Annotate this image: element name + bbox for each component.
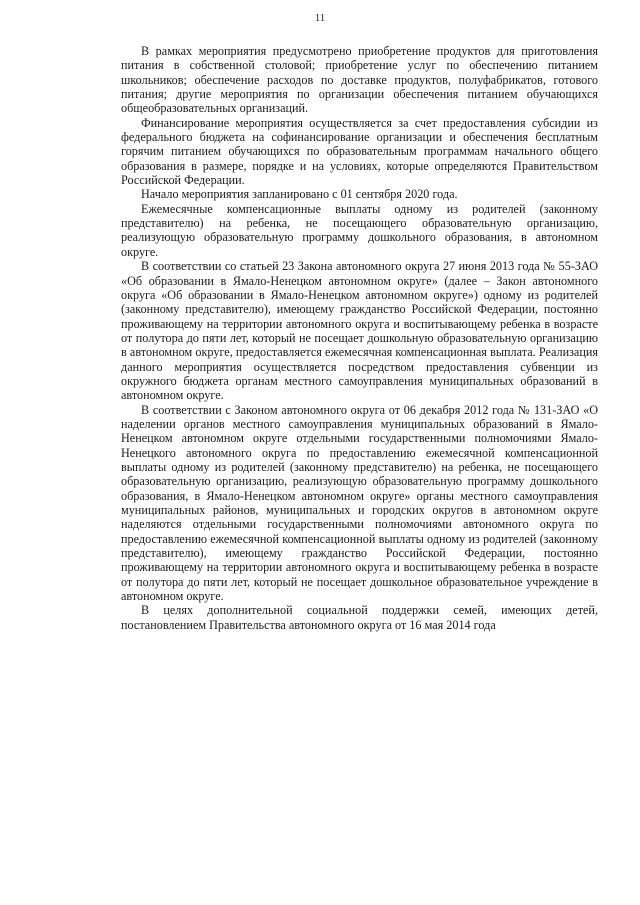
page-number: 11 (314, 12, 326, 24)
paragraph-5: В соответствии со статьей 23 Закона автономного округа 27 июня 2013 года № 55-ЗАО «Об образовании в Ямало-Ненецком автономном округе» (далее – Закон автономного округа «Об образовании в Ямало-Ненецком автономном округе») одному из родителей (законному представителю), имеющему гражданство Российской Федерации, постоянно проживающему на территории автономного округа и воспитывающему ребенка в возрасте от полутора до пяти лет, который не посещает дошкольную образовательную организацию в автономном округе, предоставляется ежемесячная компенсационная выплата. Реализация данного мероприятия осуществляется посредством предоставления субвенции из окружного бюджета органам местного самоуправления муниципальных образований в автономном округе. (121, 259, 598, 403)
paragraph-2: Финансирование мероприятия осуществляется за счет предоставления субсидии из федерального бюджета на софинансирование организации и обеспечения бесплатным горячим питанием обучающихся по образовательным программам начального общего образования в размере, порядке и на условиях, которые определяются Правительством Российской Федерации. (121, 115, 598, 188)
paragraph-1: В рамках мероприятия предусмотрено приобретение продуктов для приготовления питания в собственной столовой; приобретение услуг по обеспечению питанием школьников; обеспечение расходов по доставке продуктов, полуфабрикатов, готового питания; другие мероприятия по организации обеспечения питанием обучающихся общеобразовательных организаций. (121, 44, 598, 116)
paragraph-7: В целях дополнительной социальной поддержки семей, имеющих детей, постановлением Правительства автономного округа от 16 мая 2014 года (121, 603, 598, 632)
body-text (121, 44, 598, 632)
paragraph-3: Начало мероприятия запланировано с 01 сентября 2020 года. (141, 187, 458, 202)
paragraph-6: В соответствии с Законом автономного округа от 06 декабря 2012 года № 131-ЗАО «О наделении органов местного самоуправления муниципальных образований в Ямало-Ненецком автономном округе отдельными государственными полномочиями Ямало-Ненецкого автономного округа по предоставлению ежемесячной компенсационной выплаты одному из родителей (законному представителю) на ребенка, не посещающего образовательную организацию, реализующую образовательную программу дошкольного образования, в Ямало-Ненецком автономном округе» органы местного самоуправления муниципальных районов, муниципальных и городских округов в автономном округе наделяются отдельными государственными полномочиями автономного округа по предоставлению ежемесячной компенсационной выплаты одному из родителей (законному представителю), имеющему гражданство Российской Федерации, постоянно проживающему на территории автономного округа и воспитывающему ребенка в возрасте от полутора до пяти лет, который не посещает дошкольное образовательное учреждение в автономном округе. (121, 402, 598, 604)
paragraph-4: Ежемесячные компенсационные выплаты одному из родителей (законному представителю) на ребенка, не посещающего образовательную организацию, реализующую образовательную программу дошкольного образования, в автономном округе. (121, 201, 598, 259)
